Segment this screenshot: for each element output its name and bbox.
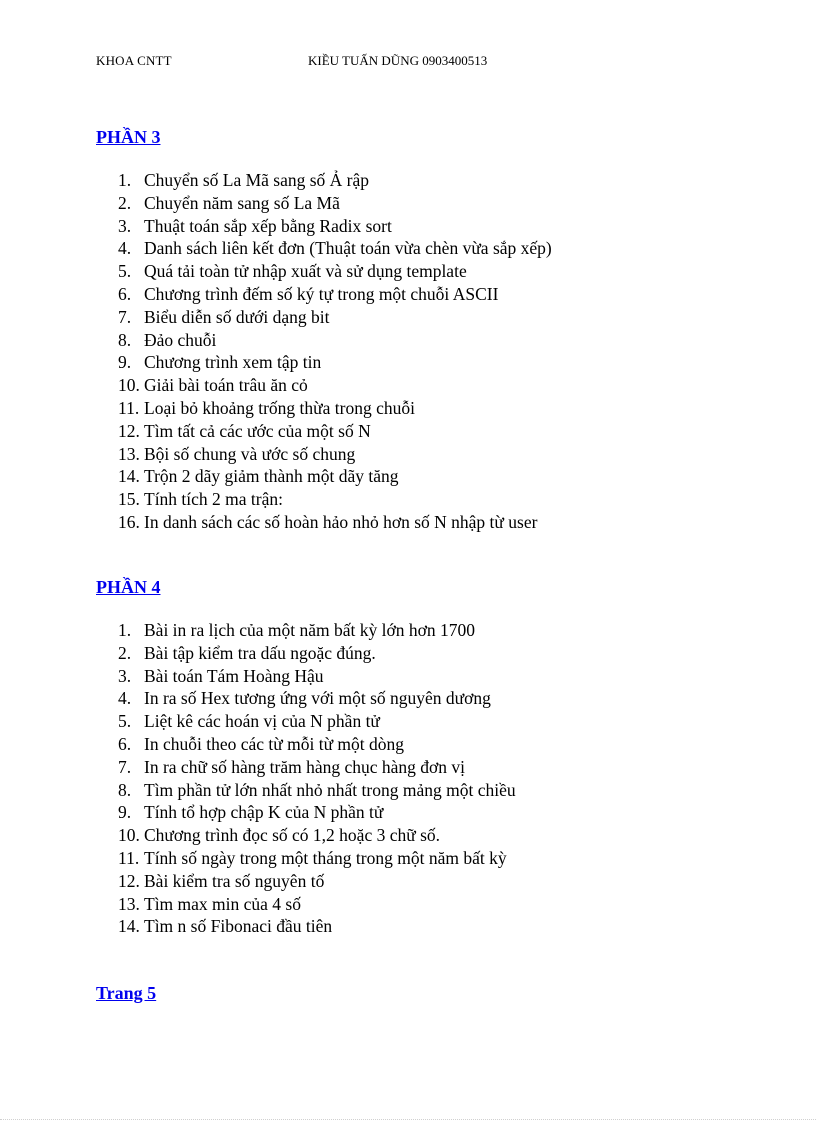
item-number: 13. — [118, 443, 140, 464]
item-number: 12. — [118, 870, 140, 891]
item-number: 8. — [118, 329, 132, 350]
item-number: 13. — [118, 893, 140, 914]
next-page-link[interactable]: Trang 5 — [96, 983, 157, 1003]
item-text: Đảo chuỗi — [144, 329, 217, 350]
item-number: 8. — [118, 779, 132, 800]
list-item — [96, 710, 736, 733]
item-text: In ra số Hex tương ứng với một số nguyên dương — [144, 688, 491, 709]
item-number: 14. — [118, 916, 140, 937]
list-item — [96, 192, 736, 215]
list-item — [96, 351, 736, 374]
header-department: KHOA CNTT — [96, 53, 172, 68]
list-item — [96, 687, 736, 710]
list-item — [96, 215, 736, 238]
list-item — [96, 260, 736, 283]
item-number: 11. — [118, 397, 140, 418]
list-item — [96, 488, 736, 511]
item-number: 4. — [118, 238, 132, 259]
item-number: 1. — [118, 170, 132, 190]
list-item — [96, 847, 736, 870]
part4-heading-link[interactable]: PHẦN 4 — [96, 577, 161, 597]
list-item — [96, 511, 736, 534]
item-text: Chuyển năm sang số La Mã — [144, 192, 340, 213]
list-item — [96, 642, 736, 665]
item-text: Chương trình xem tập tin — [144, 352, 322, 373]
list-item — [96, 169, 736, 192]
item-text: Tìm n số Fibonaci đầu tiên — [144, 916, 333, 937]
item-number: 16. — [118, 511, 140, 532]
item-text: Tính tích 2 ma trận: — [144, 489, 283, 510]
part3-heading-link[interactable]: PHẦN 3 — [96, 127, 161, 147]
item-text: Chương trình đọc số có 1,2 hoặc 3 chữ số. — [144, 825, 441, 846]
item-text: Tìm tất cả các ước của một số N — [144, 420, 371, 441]
list-item — [96, 329, 736, 352]
item-text: Bài in ra lịch của một năm bất kỳ lớn hơn 1700 — [144, 620, 476, 640]
item-text: Chuyển số La Mã sang số Ả rập — [144, 170, 370, 190]
item-number: 3. — [118, 215, 132, 236]
page-bottom-rule — [0, 1119, 816, 1121]
part4-list — [96, 619, 736, 938]
item-number: 1. — [118, 620, 132, 640]
list-item — [96, 756, 736, 779]
item-text: Bài kiểm tra số nguyên tố — [144, 870, 325, 891]
item-text: Trộn 2 dãy giảm thành một dãy tăng — [144, 466, 399, 487]
part3-list — [96, 169, 736, 534]
item-text: Chương trình đếm số ký tự trong một chuỗi ASCII — [144, 283, 499, 304]
list-item — [96, 801, 736, 824]
item-text: In danh sách các số hoàn hảo nhỏ hơn số N nhập từ user — [144, 511, 538, 532]
list-item — [96, 915, 736, 938]
list-item — [96, 283, 736, 306]
item-text: Danh sách liên kết đơn (Thuật toán vừa chèn vừa sắp xếp) — [144, 238, 552, 259]
item-number: 14. — [118, 466, 140, 487]
list-item — [96, 237, 736, 260]
item-number: 5. — [118, 711, 132, 732]
item-number: 10. — [118, 825, 140, 846]
item-text: Bài tập kiểm tra dấu ngoặc đúng. — [144, 642, 376, 663]
item-text: Biểu diễn số dưới dạng bit — [144, 306, 330, 327]
list-item — [96, 665, 736, 688]
item-text: In chuỗi theo các từ mỗi từ một dòng — [144, 733, 405, 754]
list-item — [96, 779, 736, 802]
item-number: 9. — [118, 352, 132, 373]
item-text: Giải bài toán trâu ăn cỏ — [144, 375, 308, 396]
item-text: Thuật toán sắp xếp bằng Radix sort — [144, 215, 392, 236]
item-text: Tính số ngày trong một tháng trong một năm bất kỳ — [144, 847, 507, 868]
item-text: Tính tổ hợp chập K của N phần tử — [144, 802, 384, 823]
item-text: Quá tải toàn tử nhập xuất và sử dụng template — [144, 261, 467, 282]
item-number: 10. — [118, 375, 140, 396]
list-item — [96, 465, 736, 488]
item-number: 7. — [118, 756, 132, 777]
item-number: 11. — [118, 847, 140, 868]
list-item — [96, 420, 736, 443]
item-number: 15. — [118, 489, 140, 510]
item-number: 2. — [118, 642, 132, 663]
item-text: Tìm max min của 4 số — [144, 893, 301, 914]
item-text: Bài toán Tám Hoàng Hậu — [144, 665, 324, 686]
item-number: 4. — [118, 688, 132, 709]
list-item — [96, 733, 736, 756]
item-number: 6. — [118, 733, 132, 754]
list-item — [96, 870, 736, 893]
item-number: 9. — [118, 802, 132, 823]
item-text: In ra chữ số hàng trăm hàng chục hàng đơn vị — [144, 756, 466, 777]
page-header — [96, 52, 736, 70]
list-item — [96, 397, 736, 420]
list-item — [96, 306, 736, 329]
item-text: Liệt kê các hoán vị của N phần tử — [144, 711, 380, 732]
item-number: 6. — [118, 283, 132, 304]
item-number: 5. — [118, 261, 132, 282]
list-item — [96, 619, 736, 642]
item-number: 3. — [118, 665, 132, 686]
item-text: Tìm phần tử lớn nhất nhỏ nhất trong mảng một chiều — [144, 779, 516, 800]
header-author: KIỀU TUẤN DŨNG 0903400513 — [308, 53, 488, 68]
item-number: 7. — [118, 306, 132, 327]
item-text: Bội số chung và ước số chung — [144, 443, 356, 464]
list-item — [96, 374, 736, 397]
list-item — [96, 893, 736, 916]
list-item — [96, 824, 736, 847]
list-item — [96, 443, 736, 466]
item-text: Loại bỏ khoảng trống thừa trong chuỗi — [144, 397, 415, 418]
item-number: 12. — [118, 420, 140, 441]
item-number: 2. — [118, 192, 132, 213]
